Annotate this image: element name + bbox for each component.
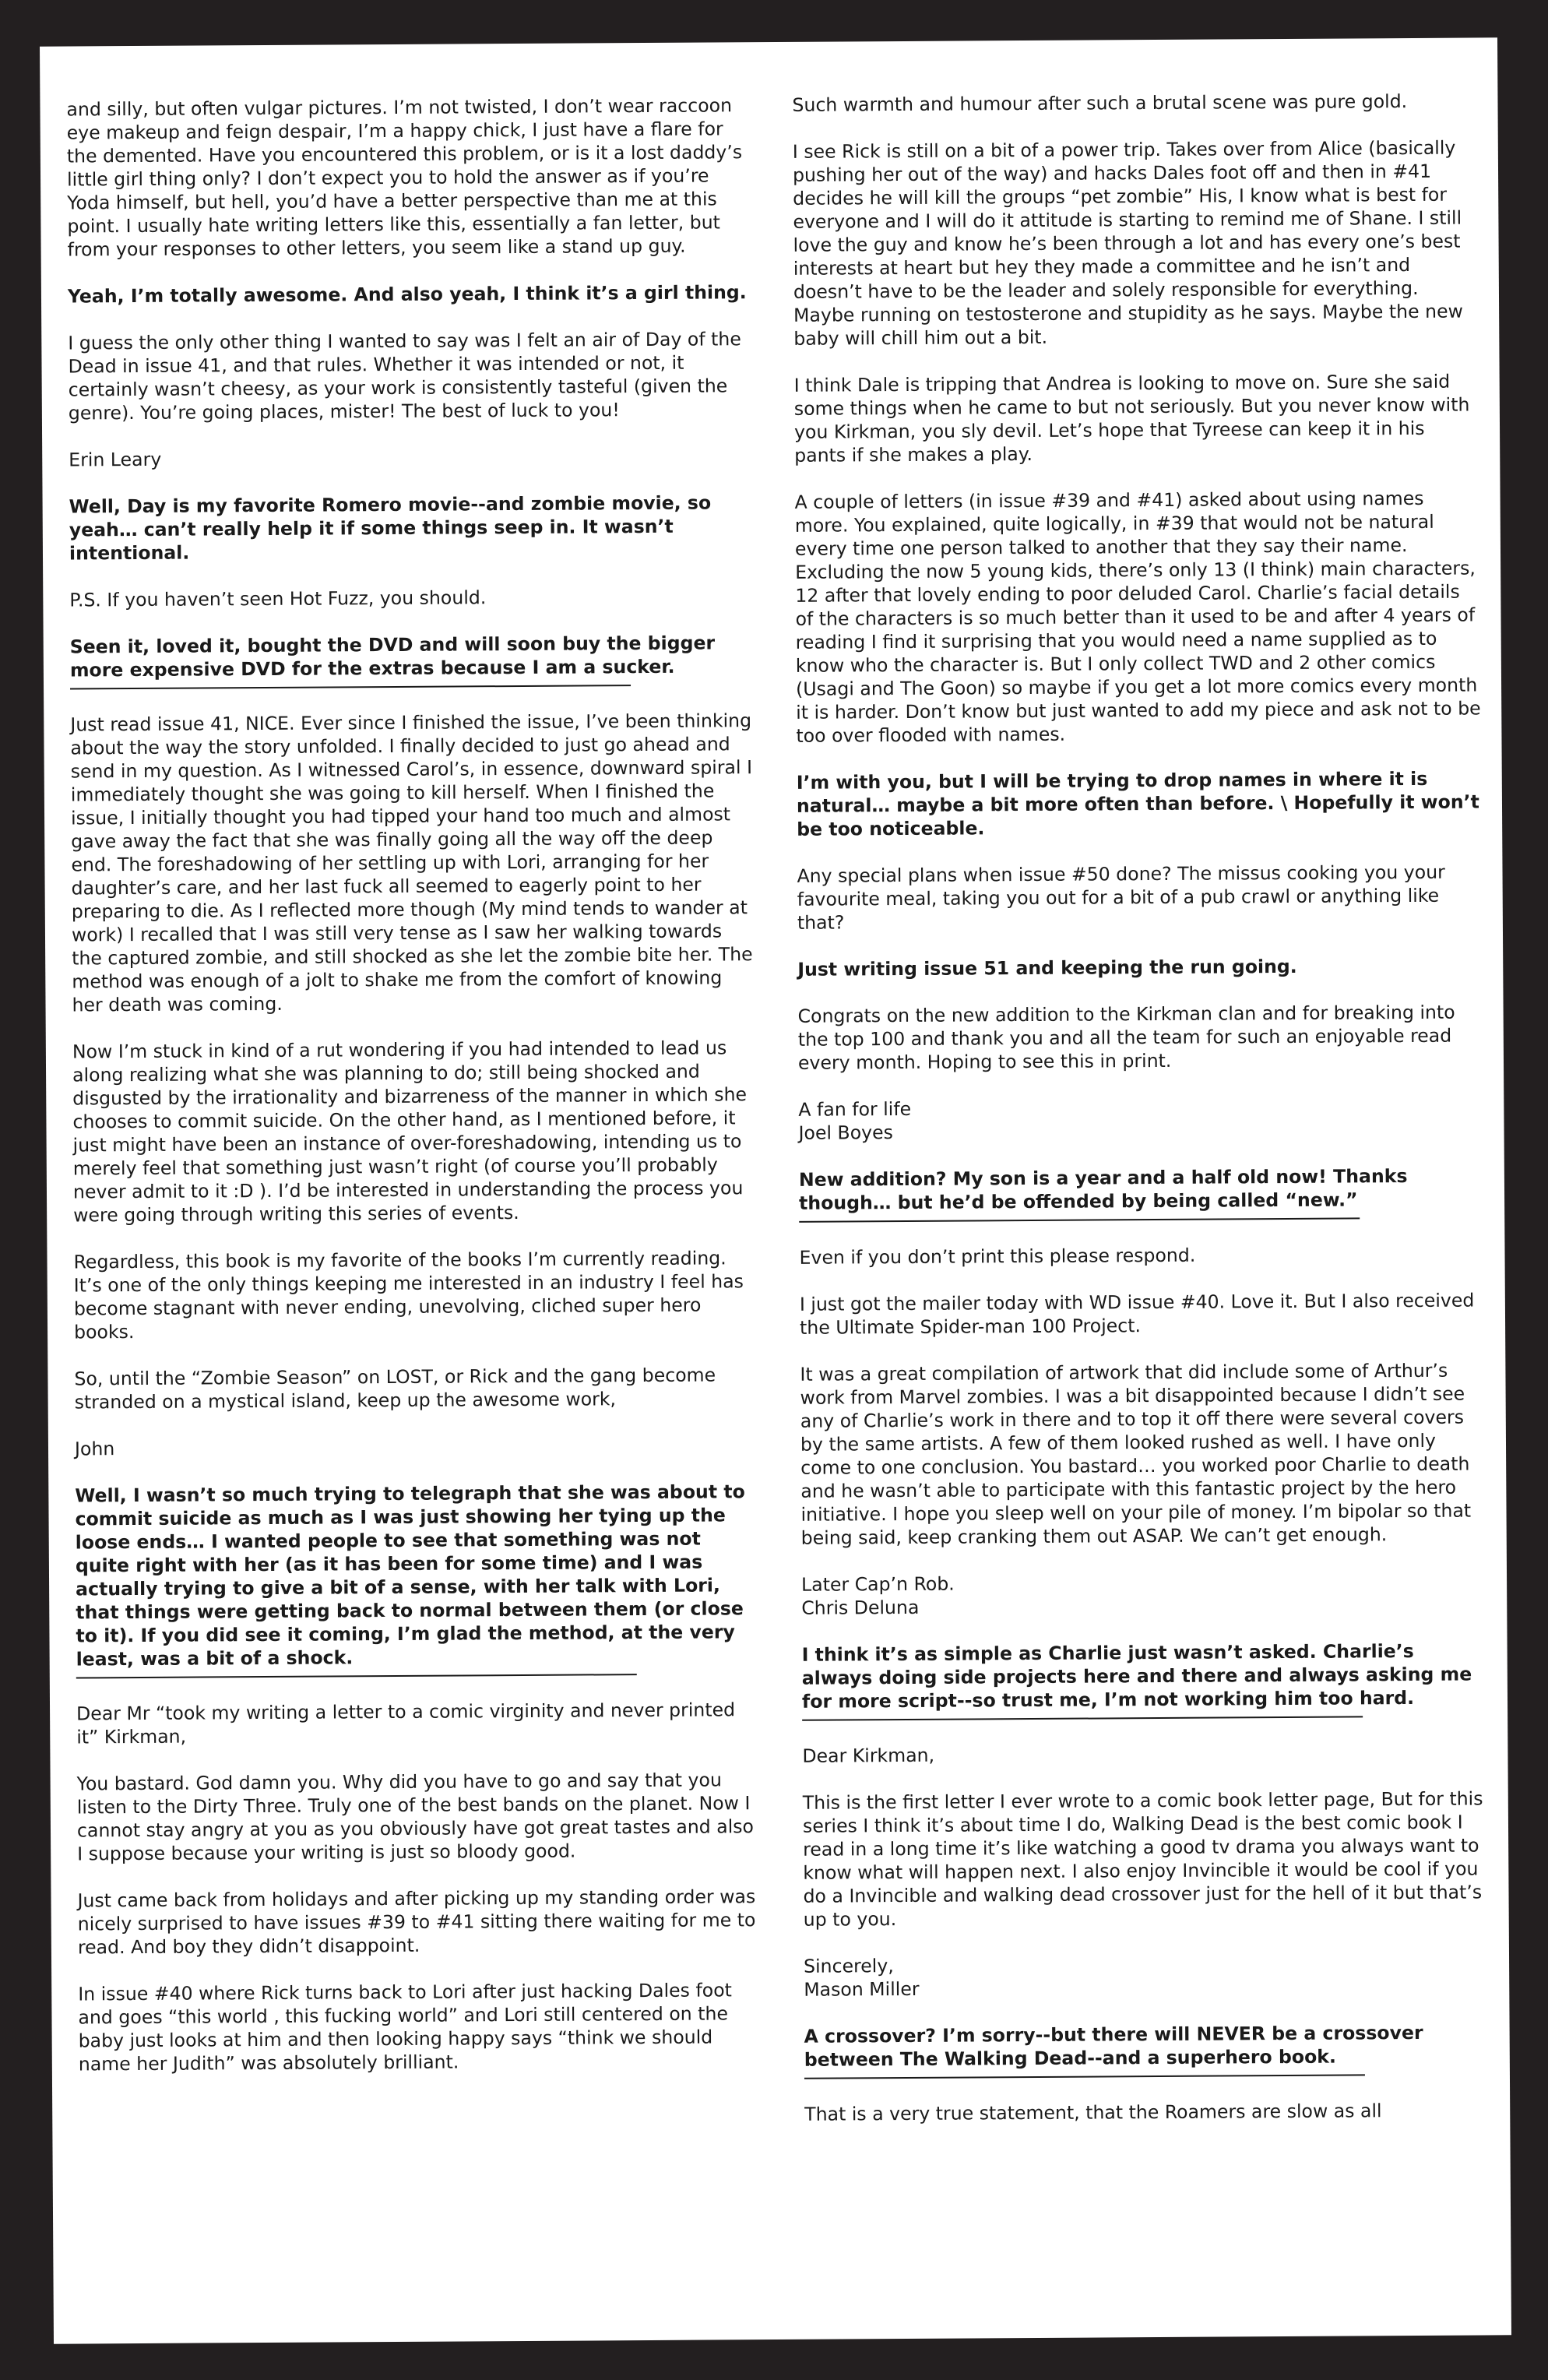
letter-paragraph: Now I’m stuck in kind of a rut wondering if you had intended to lead us along realizing what she was planning to do; still being shocked and disgusted by the irrationality and bizarreness of the manner in which she chooses to commit suicide. On the other hand, as I mentioned before, it just might have been an instance of over-foreshadowing, intending us to merely feel that something just wasn’t right (of course you’ll probably never admit to it :D ). I’d be interested in understanding the process you were going through writing this series of events. (72, 1037, 748, 1227)
letter-divider (799, 1217, 1360, 1222)
editor-response: I’m with you, but I will be trying to drop names in where it is natural… maybe a bit more often than before. \ Hopefully it won’t be too noticeable. (796, 767, 1479, 840)
editor-response: I think it’s as simple as Charlie just wasn’t asked. Charlie’s always doing side projects here and there and always asking me for more script--so trust me, I’m not working him too hard. (801, 1640, 1472, 1713)
letter-signature: Erin Leary (69, 448, 162, 471)
editor-response: A crossover? I’m sorry--but there will NEVER be a crossover between The Walking Dead--and a superhero book. (804, 2021, 1423, 2071)
letter-paragraph: I see Rick is still on a bit of a power trip. Takes over from Alice (basically pushing her out of the way) and hacks Dales foot off and then in #41 decides he will kill the groups “pet zombie” His, I know what is best for everyone and I will do it attitude is starting to remind me of Shane. I still love the guy and know he’s been through a lot and has every one’s best interests at heart but hey they made a committee and he isn’t and doesn’t have to be the leader and solely responsible for everything. Maybe running on testosterone and stupidity as he says. Maybe the new baby will chill him out a bit. (792, 136, 1463, 350)
letter-paragraph: I think Dale is tripping that Andrea is looking to move on. Sure she said some things when he came to but not seriously. But you never know with you Kirkman, you sly devil. Let’s hope that Tyreese can keep it in his pants if she makes a play. (793, 370, 1470, 466)
letter-paragraph: This is the first letter I ever wrote to a comic book letter page, But for this series I think it’s about time I do, Walking Dead is the best comic book I read in a long time it’s like watching a good tv drama you always want to know what will happen next. I also enjoy Invincible it would be cool if you do a Invincible and walking dead crossover just for the hell of it but that’s up to you. (802, 1787, 1483, 1931)
letter-paragraph: That is a very true statement, that the Roamers are slow as all (804, 2100, 1382, 2125)
letter-paragraph: and silly, but often vulgar pictures. I’m not twisted, I don’t wear raccoon eye makeup and feign despair, I’m a happy chick, I just have a flare for the demented. Have you encountered this problem, or is it a lost daddy’s little girl thing only? I don’t expect you to hold the answer as if you’re Yoda himself, but hell, you’d have a better perspective than me at this point. I usually hate writing letters like this, essentially a fan letter, but from your responses to other letters, you seem like a stand up guy. (66, 94, 743, 261)
letter-paragraph: I just got the mailer today with WD issue #40. Love it. But I also received the Ultimate Spider-man 100 Project. (799, 1289, 1475, 1339)
letter-paragraph: I guess the only other thing I wanted to say was I felt an air of Day of the Dead in issue 41, and that rules. Whether it was intended or not, it certainly wasn’t cheesy, as your work is consistently tasteful (given the genre). You’re going places, mister! The best of luck to you! (68, 328, 741, 424)
editor-response: Just writing issue 51 and keeping the run going. (797, 955, 1297, 981)
letter-divider (802, 1716, 1363, 1720)
letter-paragraph: It was a great compilation of artwork that did include some of Arthur’s work from Marvel zombies. I was a bit disappointed because I didn’t see any of Charlie’s work in there and to top it off there were several covers by the same artists. A few of them looked rushed as well. I have only come to one conclusion. You bastard… you worked poor Charlie to death and he wasn’t able to participate with this fantastic project by the hero initiative. I hope you sleep well on your pile of money. I’m bipolar so that being said, keep cranking them out ASAP. We can’t get enough. (800, 1359, 1472, 1549)
editor-response: New addition? My son is a year and a half old now! Thanks though… but he’d be offended by being called “new.” (798, 1165, 1408, 1214)
editor-response: Yeah, I’m totally awesome. And also yeah, I think it’s a girl thing. (67, 281, 747, 308)
letters-page (40, 37, 1511, 2343)
letter-paragraph: A couple of letters (in issue #39 and #41) asked about using names more. You explained, quite logically, in #39 that would not be natural every time one person talked to another that they say their name. Excluding the now 5 young kids, there’s only 13 (I think) main characters, 12 after that lovely ending to poor deluded Carol. Charlie’s facial details of the characters is so much better than it used to be and after 4 years of reading I find it surprising that you would need a name supplied as to know who the character is. But I only collect TWD and 2 other comics (Usagi and The Goon) so maybe if you get a lot more comics every month it is harder. Don’t know but just wanted to add my piece and ask not to be too over flooded with names. (794, 487, 1481, 747)
editor-response: Seen it, loved it, bought the DVD and will soon buy the bigger more expensive DVD for the extras because I am a sucker. (69, 632, 716, 681)
letter-paragraph: Dear Kirkman, (802, 1744, 935, 1767)
editor-response: Well, Day is my favorite Romero movie--and zombie movie, so yeah… can’t really help it if some things seep in. It wasn’t intentional. (69, 491, 712, 565)
letter-divider (70, 685, 631, 689)
editor-response: Well, I wasn’t so much trying to telegraph that she was about to commit suicide as much as I was just showing her tying up the loose ends… I wanted people to see that something was not quite right with her (as it has been for some time) and I was actually trying to give a bit of a sense, with her talk with Lori, that things were getting back to normal between them (or close to it). If you did see it coming, I’m glad the method, at the very least, was a bit of a shock. (75, 1480, 745, 1671)
letter-divider (804, 2074, 1365, 2079)
letter-paragraph: Regardless, this book is my favorite of the books I’m currently reading. It’s one of the only things keeping me interested in an industry I feel has become stagnant with never ending, unevolving, cliched super hero books. (73, 1247, 744, 1343)
letter-signature: A fan for life Joel Boyes (798, 1097, 912, 1144)
right-column (792, 89, 1490, 2149)
letter-paragraph: Dear Mr “took my writing a letter to a comic virginity and never printed it” Kirkman, (76, 1699, 736, 1748)
letter-paragraph: Such warmth and humour after such a brutal scene was pure gold. (792, 90, 1408, 116)
letter-paragraph: Congrats on the new addition to the Kirkman clan and for breaking into the top 100 and thank you and all the team for such an enjoyable read every month. Hoping to see this in print. (797, 1001, 1455, 1074)
letter-signature: John (74, 1438, 115, 1460)
letter-paragraph: Just came back from holidays and after picking up my standing order was nicely surprised to have issues #39 to #41 sitting there waiting for me to read. And boy they didn’t disappoint. (77, 1885, 756, 1959)
letter-paragraph: So, until the “Zombie Season” on LOST, or Rick and the gang become stranded on a mystical island, keep up the awesome work, (74, 1364, 716, 1414)
letter-signature: Later Cap’n Rob. Chris Deluna (801, 1572, 955, 1619)
letter-paragraph: Even if you don’t print this please respond. (799, 1244, 1196, 1269)
letter-paragraph: In issue #40 where Rick turns back to Lori after just hacking Dales foot and goes “this world , this fucking world” and Lori still centered on the baby just looks at him and then looking happy says “think we should name her Judith” was absolutely brilliant. (78, 1979, 732, 2075)
left-column (66, 93, 764, 2099)
letter-divider (76, 1674, 637, 1678)
letter-paragraph: Just read issue 41, NICE. Ever since I finished the issue, I’ve been thinking about the way the story unfolded. I finally decided to just go ahead and send in my question. As I witnessed Carol’s, in essence, downward spiral I immediately thought she was going to kill herself. When I finished the issue, I initially thought you had tipped your hand too much and almost gave away the fact that she was finally going all the way off the deep end. The foreshadowing of her settling up with Lori, arranging for her daughter’s care, and her last fuck all seemed to eagerly point to her preparing to die. As I reflected more though (My mind tends to wander at work) I recalled that I was still very tense as I saw her walking towards the captured zombie, and still shocked as she let the zombie bite her. The method was enough of a jolt to shake me from the comfort of knowing her death was coming. (70, 709, 753, 1016)
letter-paragraph: Any special plans when issue #50 done? The missus cooking you your favourite meal, taking you out for a bit of a pub crawl or anything like that? (797, 861, 1445, 934)
letter-paragraph: P.S. If you haven’t seen Hot Fuzz, you should. (69, 586, 487, 611)
letter-paragraph: You bastard. God damn you. Why did you have to go and say that you listen to the Dirty Three. Truly one of the best bands on the planet. Now I cannot stay angry at you as you obviously have got great tastes and also I suppose because your writing is just so bloody good. (76, 1769, 755, 1865)
letter-signature: Sincerely, Mason Miller (803, 1955, 920, 2001)
